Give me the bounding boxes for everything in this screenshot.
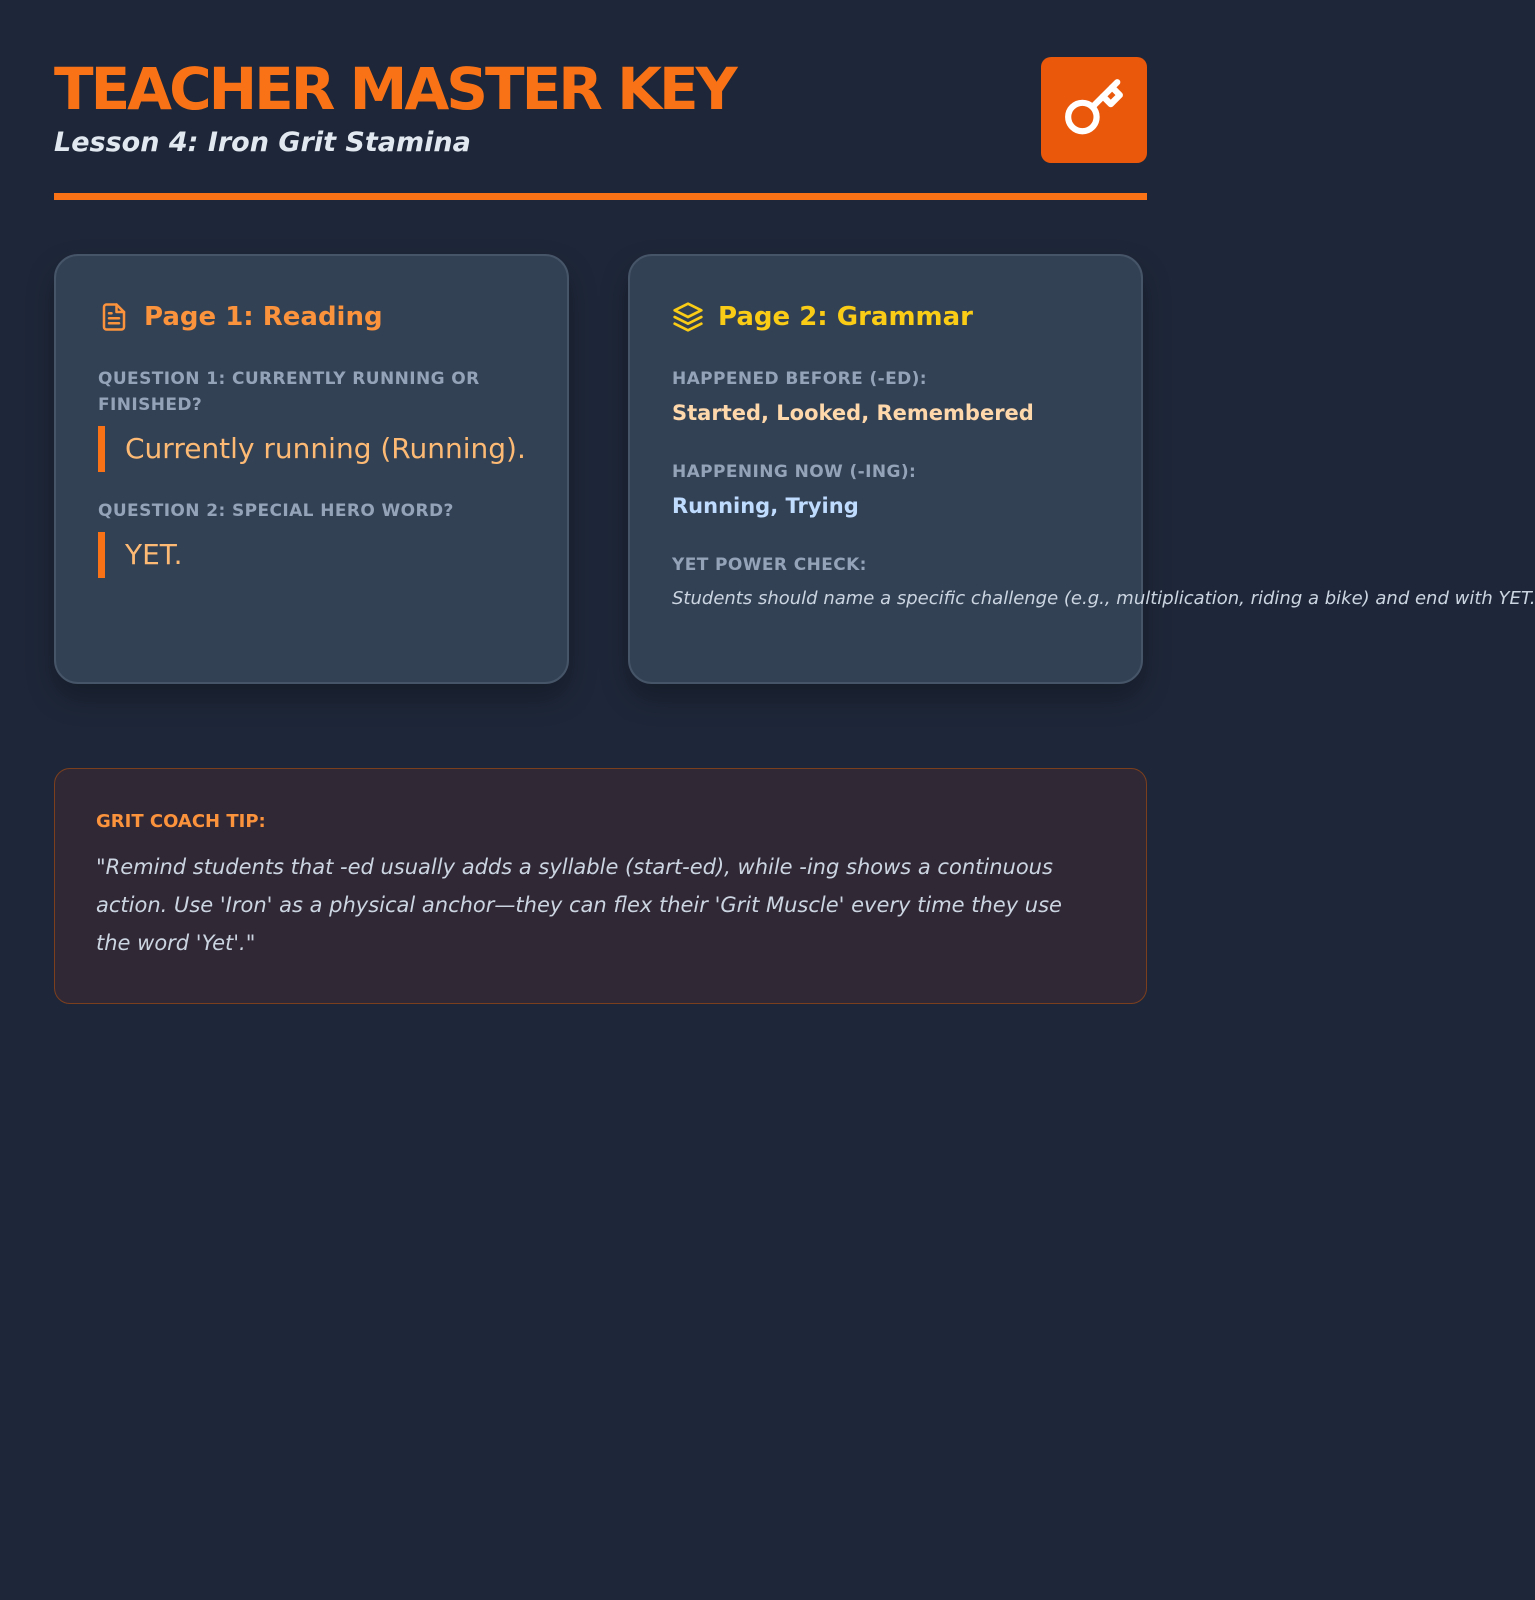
layers-icon [672, 301, 704, 333]
yet-power-check-note: Students should name a specific challenge (e.g., multiplication, riding a bike) and end with YET. [672, 588, 1535, 609]
reading-card-title: Page 1: Reading [144, 302, 383, 332]
happened-before-value: Started, Looked, Remembered [672, 401, 1034, 425]
coach-tip-text: "Remind students that -ed usually adds a syllable (start-ed), while -ing shows a continuous action. Use 'Iron' as a physical anchor—they can flex their 'Grit Muscle' every time they use the word 'Yet'." [96, 855, 1062, 955]
happening-now-value: Running, Trying [672, 494, 859, 518]
grammar-card-title: Page 2: Grammar [718, 302, 973, 332]
yet-power-check-label: YET POWER CHECK: [672, 555, 867, 575]
page-title: TEACHER MASTER KEY [54, 55, 735, 123]
question-1-answer: Currently running (Running). [98, 426, 526, 472]
header-divider [54, 193, 1147, 200]
happening-now-label: HAPPENING NOW (-ING): [672, 462, 917, 482]
question-1-label: QUESTION 1: CURRENTLY RUNNING OR FINISHED? [98, 369, 480, 415]
question-2-label: QUESTION 2: SPECIAL HERO WORD? [98, 501, 454, 521]
grammar-card [628, 254, 1535, 684]
lesson-subtitle: Lesson 4: Iron Grit Stamina [54, 127, 471, 158]
reading-card [54, 254, 569, 684]
question-2-answer: YET. [98, 532, 182, 578]
happened-before-label: HAPPENED BEFORE (-ED): [672, 369, 927, 389]
coach-tip-box [54, 768, 1147, 1004]
coach-tip-label: GRIT COACH TIP: [96, 811, 266, 832]
key-badge [1041, 57, 1147, 163]
answer-key-page [54, 0, 1535, 1600]
reading-card-header [98, 298, 383, 336]
key-icon [1063, 77, 1125, 143]
page-header [54, 56, 1147, 202]
document-icon [98, 301, 130, 333]
grammar-card-header [672, 298, 973, 336]
